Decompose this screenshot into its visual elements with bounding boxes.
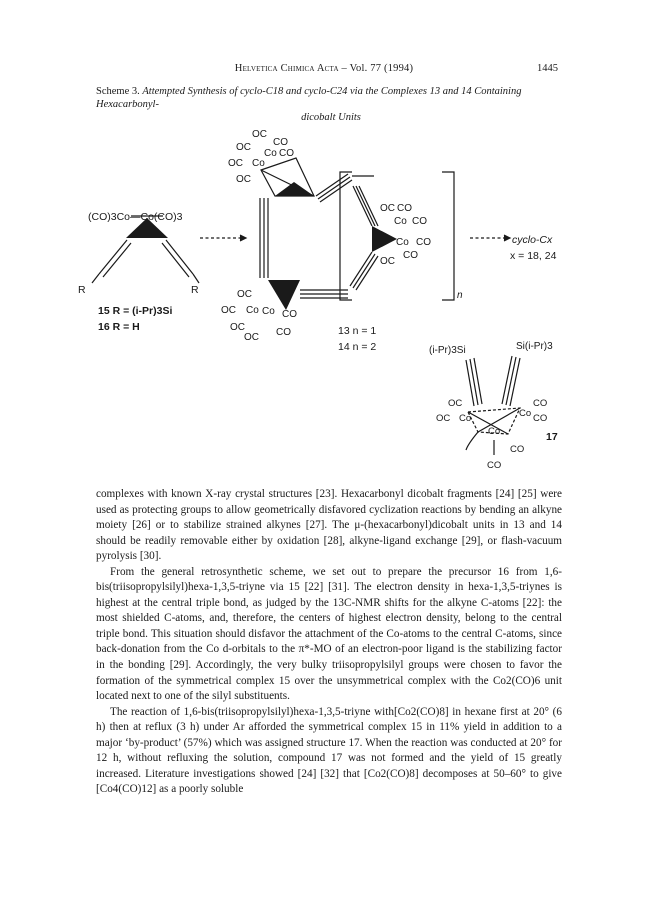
co-ligand-label: CO [412,216,427,227]
co-ligand-label: CO [533,413,548,424]
co-ligand-label: CO [487,460,502,471]
co-ligand-label: CO [397,203,412,214]
cobalt-label: Co [459,413,472,424]
co-ligand-label: OC [236,174,251,185]
scheme-caption-line2: dicobalt Units [301,112,361,123]
co-ligand-label: OC [230,322,245,333]
cobalt-label: Co [519,408,532,419]
co-ligand-label: OC [228,158,243,169]
co-ligand-label: CO [279,148,294,159]
co3-dimer-label: (CO)3Co—Co(CO)3 [88,211,183,223]
paragraph-3: The reaction of 1,6-bis(triisopropylsilyl)hexa-1,3,5-triyne with[Co2(CO)8] in hexane first at 20° (6 h) then at reflux (3 h) under Ar afforded the symmetrical complex 15 in 11% yield in addition to a major ‘by-product’ (57%) which was assigned structure 17. When the reaction was conducted at 20° for 12 h, without refluxing the solution, compound 17 was not formed and the yield of 15 greatly increased. Literature investigations showed [24] [32] that [Co2(CO)8] decomposes at 50–60° to give [Co4(CO)12] as a poorly soluble [96,705,562,796]
cobalt-label: Co [488,426,501,437]
co-ligand-label: OC [244,332,259,343]
co-ligand-label: CO [533,398,548,409]
co-ligand-label: OC [448,398,463,409]
r-right-label: R [191,284,199,296]
compound-13-label: 13 n = 1 [338,325,377,337]
co-ligand-label: OC [237,289,252,300]
scheme-3-diagram [0,110,648,480]
repeat-n-label: n [457,290,463,301]
cobalt-label: Co [396,237,409,248]
co-ligand-label: CO [273,137,288,148]
co-ligand-label: CO [510,444,525,455]
co-ligand-label: OC [236,142,251,153]
paragraph-1: complexes with known X-ray crystal structures [23]. Hexacarbonyl dicobalt fragments [24] [25] were used as protecting groups to allow geometrically disfavored cyclization reactions by bending an alkyne moiety [26] or to stabilize strained alkynes [27]. The μ-(hexacarbonyl)dicobalt units in 13 and 14 should be readily removable either by oxidation [28], alkyne-ligand exchange [29], or flash-vacuum pyrolysis [30]. [96,488,562,563]
cobalt-label: Co [246,305,259,316]
journal-name: Helvetica Chimica Acta [234,63,339,74]
co-ligand-label: CO [416,237,431,248]
co-ligand-label: CO [276,327,291,338]
compound-14-label: 14 n = 2 [338,341,377,353]
x-values-label: x = 18, 24 [510,250,557,262]
body-text [96,487,562,798]
tips-right-label: Si(i-Pr)3 [516,341,553,352]
compound-17-label: 17 [546,431,558,443]
journal-volume: – Vol. 77 (1994) [341,63,414,74]
scheme-caption-line1: Attempted Synthesis of cyclo-C18 and cyclo-C24 via the Complexes 13 and 14 Containing Hexacarbonyl- [96,86,522,110]
cobalt-label: Co [262,306,275,317]
cobalt-label: Co [394,216,407,227]
compound-15-label: 15 R = (i-Pr)3Si [98,305,173,317]
tips-left-label: (i-Pr)3Si [429,345,466,356]
co-ligand-label: OC [221,305,236,316]
r-left-label: R [78,284,86,296]
paragraph-2: From the general retrosynthetic scheme, we set out to prepare the precursor 16 from 1,6-bis(triisopropylsilyl)hexa-1,3,5-triyne via 15 [22] [31]. The electron density in hexa-1,3,5-triynes is highest at the central triple bond, as judged by the 13C-NMR shifts for the alkyne C-atoms [22]: the most shielded C-atoms, and, therefore, the centers of highest electron density, belong to the central triple bond. This situation should disfavor the attachment of the Co-atoms to the central C-atoms, since back-donation from the Co d-orbitals to the π*-MO of an electron-poor ligand is the stabilizing factor in the bonding [29]. Accordingly, the very bulky triisopropylsilyl groups were chosen to favor the formation of the symmetrical complex 15 over the unsymmetrical complex with the Co2(CO)6 unit located next to one of the silyl substituents. [96,565,562,703]
cyclo-cx-label: cyclo-Cx [512,234,553,246]
co-ligand-label: OC [252,129,267,140]
cobalt-label: Co [252,158,265,169]
co-ligand-label: OC [380,203,395,214]
co-ligand-label: CO [403,250,418,261]
co-ligand-label: OC [380,256,395,267]
co-ligand-label: CO [282,309,297,320]
co-ligand-label: OC [436,413,451,424]
compound-16-label: 16 R = H [98,321,140,333]
page-number: 1445 [537,63,558,74]
scheme-label: Scheme 3. [96,86,140,97]
cobalt-label: Co [264,148,277,159]
